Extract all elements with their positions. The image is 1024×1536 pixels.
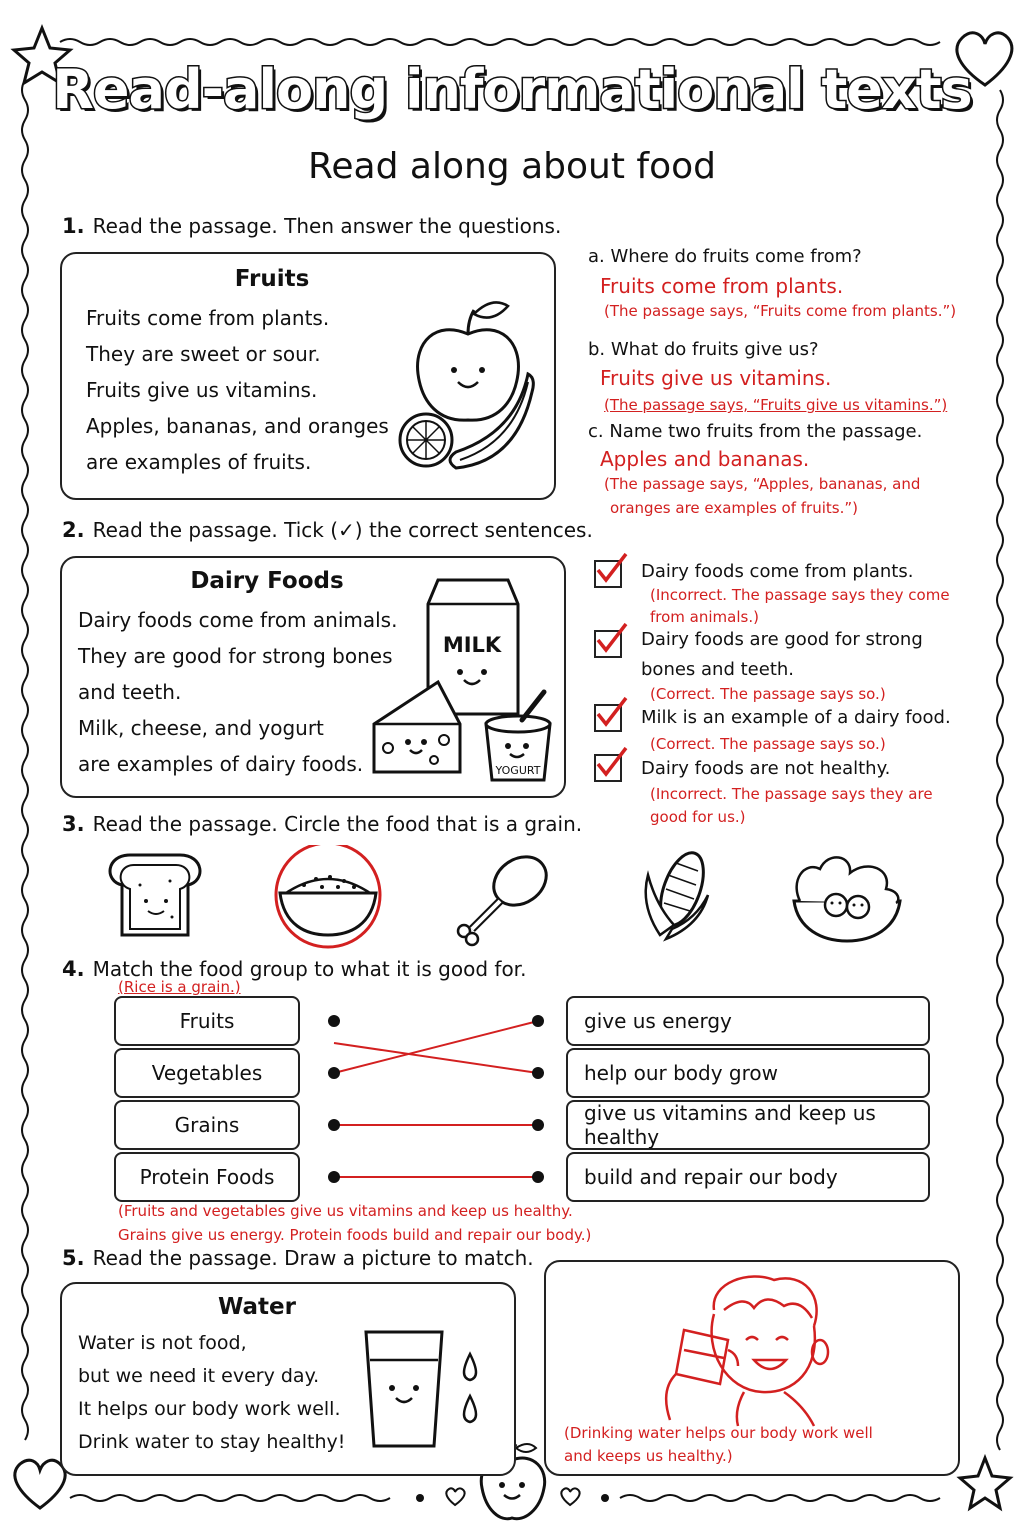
passage-line: They are good for strong bones [78, 644, 393, 668]
statement-4: Dairy foods are not healthy. [641, 758, 891, 779]
passage-line: and teeth. [78, 680, 182, 704]
match-left-grains[interactable]: Grains [114, 1100, 300, 1150]
answer-1c: Apples and bananas. [600, 447, 810, 471]
answer-1c-note: (The passage says, “Apples, bananas, and [604, 475, 921, 493]
drawing-area[interactable] [544, 1260, 960, 1476]
statement-1: Dairy foods come from plants. [641, 561, 914, 582]
answer-1b: Fruits give us vitamins. [600, 366, 832, 390]
passage-line: Fruits come from plants. [86, 306, 330, 330]
page-title: Read-along informational texts [52, 58, 972, 121]
heart-icon [15, 1460, 65, 1508]
passage-line: are examples of fruits. [86, 450, 312, 474]
question-1b: b. What do fruits give us? [588, 339, 819, 360]
question-2-instruction: 2. Read the passage. Tick (✓) the correct sentences. [62, 518, 593, 542]
passage-title: Water [217, 1294, 296, 1320]
match-dot[interactable] [328, 1067, 340, 1079]
yogurt-label: YOGURT [495, 764, 541, 777]
small-heart-icon [446, 1488, 464, 1505]
statement-1-note: from animals.) [650, 608, 759, 626]
question-4-instruction: 4. Match the food group to what it is good for. [62, 957, 527, 981]
answer-1b-note: (The passage says, “Fruits give us vitamins.”) [604, 396, 948, 414]
statement-4-note: good for us.) [650, 808, 746, 826]
fruits-passage-box [60, 252, 556, 500]
match-dot[interactable] [532, 1067, 544, 1079]
match-right-vitamins[interactable]: give us vitamins and keep us healthy [566, 1100, 930, 1150]
answer-1a-note: (The passage says, “Fruits come from plants.”) [604, 302, 957, 320]
drawing-note: and keeps us healthy.) [564, 1447, 733, 1465]
match-dot[interactable] [328, 1015, 340, 1027]
passage-line: Apples, bananas, and oranges [86, 414, 389, 438]
water-glass-icon [358, 1324, 498, 1454]
match-dot[interactable] [328, 1119, 340, 1131]
chicken-drumstick-icon [458, 847, 556, 945]
statement-3: Milk is an example of a dairy food. [641, 707, 951, 728]
passage-line: but we need it every day. [78, 1365, 320, 1387]
statement-1-note: (Incorrect. The passage says they come [650, 586, 950, 604]
question-5-instruction: 5. Read the passage. Draw a picture to match. [62, 1246, 534, 1270]
salad-bowl-icon [794, 857, 900, 941]
water-passage-box [60, 1282, 516, 1476]
match-right-repair[interactable]: build and repair our body [566, 1152, 930, 1202]
question-1a: a. Where do fruits come from? [588, 246, 862, 267]
checkbox[interactable] [594, 630, 622, 658]
checkbox[interactable] [594, 560, 622, 588]
question-1c: c. Name two fruits from the passage. [588, 421, 923, 442]
statement-3-note: (Correct. The passage says so.) [650, 735, 886, 753]
statement-2: Dairy foods are good for strong [641, 629, 923, 650]
passage-line: They are sweet or sour. [86, 342, 321, 366]
checkbox[interactable] [594, 754, 622, 782]
rice-bowl-icon [276, 845, 380, 947]
corn-icon [646, 847, 712, 939]
question-3-answer-note: (Rice is a grain.) [118, 978, 241, 996]
fruits-illustration-icon [396, 292, 546, 482]
passage-line: Drink water to stay healthy! [78, 1431, 346, 1453]
passage-title: Fruits [234, 266, 310, 292]
match-dot[interactable] [532, 1119, 544, 1131]
question-3-instruction: 3. Read the passage. Circle the food that is a grain. [62, 812, 583, 836]
milk-label: MILK [442, 633, 502, 657]
match-dot[interactable] [328, 1171, 340, 1183]
match-right-grow[interactable]: help our body grow [566, 1048, 930, 1098]
passage-title: Dairy Foods [190, 568, 344, 594]
statement-2: bones and teeth. [641, 659, 794, 680]
statement-4-note: (Incorrect. The passage says they are [650, 785, 933, 803]
match-left-fruits[interactable]: Fruits [114, 996, 300, 1046]
answer-1a: Fruits come from plants. [600, 274, 844, 298]
match-left-protein-foods[interactable]: Protein Foods [114, 1152, 300, 1202]
passage-line: Milk, cheese, and yogurt [78, 716, 324, 740]
match-dot[interactable] [532, 1171, 544, 1183]
statement-2-note: (Correct. The passage says so.) [650, 685, 886, 703]
question-1-instruction: 1. Read the passage. Then answer the questions. [62, 214, 562, 238]
passage-line: Dairy foods come from animals. [78, 608, 398, 632]
match-lines [320, 1005, 560, 1195]
passage-line: Fruits give us vitamins. [86, 378, 318, 402]
question-4-answer-note: (Fruits and vegetables give us vitamins and keep us healthy. [118, 1202, 573, 1220]
bread-icon [110, 855, 200, 935]
star-icon [960, 1458, 1010, 1508]
match-dot[interactable] [532, 1015, 544, 1027]
dairy-illustration-icon [368, 574, 558, 784]
page-subtitle: Read along about food [308, 146, 716, 187]
answer-1c-note: oranges are examples of fruits.”) [610, 499, 858, 517]
grain-choices [100, 845, 930, 955]
boy-drinking-water-icon [654, 1270, 854, 1430]
dairy-passage-box [60, 556, 566, 798]
passage-line: Water is not food, [78, 1332, 247, 1354]
question-4-answer-note: Grains give us energy. Protein foods build and repair our body.) [118, 1226, 592, 1244]
match-right-energy[interactable]: give us energy [566, 996, 930, 1046]
checkbox[interactable] [594, 704, 622, 732]
passage-line: It helps our body work well. [78, 1398, 341, 1420]
drawing-note: (Drinking water helps our body work well [564, 1424, 873, 1442]
passage-line: are examples of dairy foods. [78, 752, 364, 776]
match-left-vegetables[interactable]: Vegetables [114, 1048, 300, 1098]
small-heart-icon [561, 1488, 579, 1505]
